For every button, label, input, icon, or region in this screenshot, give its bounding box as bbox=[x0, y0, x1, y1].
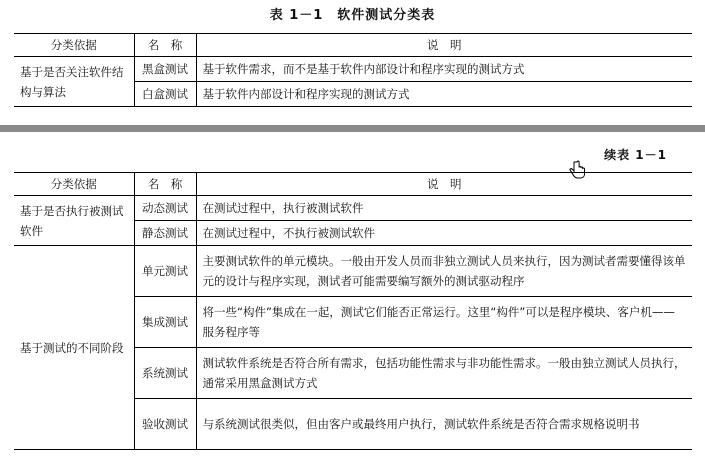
row-name: 动态测试 bbox=[134, 196, 196, 221]
header-desc: 说 明 bbox=[196, 173, 692, 196]
row-name: 静态测试 bbox=[134, 221, 196, 246]
row-desc: 主要测试软件的单元模块。一般由开发人员而非独立测试人员来执行，因为测试者需要懂得该单元的设计与程序实现，测试者可能需要编写额外的测试驱动程序 bbox=[196, 246, 692, 297]
header-name: 名 称 bbox=[134, 34, 196, 57]
row-name: 集成测试 bbox=[134, 297, 196, 348]
row-desc: 将一些“构件”集成在一起，测试它们能否正常运行。这里“构件”可以是程序模块、客户机——服务程序等 bbox=[196, 297, 692, 348]
continued-table-title: 续表 1－1 bbox=[604, 148, 667, 162]
group-basis: 基于测试的不同阶段 bbox=[14, 246, 134, 450]
software-test-table-continued bbox=[14, 172, 692, 450]
row-desc: 与系统测试很类似，但由客户或最终用户执行，测试软件系统是否符合需求规格说明书 bbox=[196, 399, 692, 450]
group-basis: 基于是否关注软件结构与算法 bbox=[20, 64, 124, 99]
header-basis: 分类依据 bbox=[14, 173, 134, 196]
row-name: 黑盒测试 bbox=[134, 57, 196, 82]
header-desc: 说 明 bbox=[196, 34, 692, 57]
row-name: 白盒测试 bbox=[134, 82, 196, 107]
group-basis: 基于是否执行被测试软件 bbox=[20, 203, 124, 238]
page-divider bbox=[0, 125, 705, 132]
software-test-table bbox=[14, 33, 692, 107]
row-name: 验收测试 bbox=[134, 399, 196, 450]
header-basis: 分类依据 bbox=[14, 34, 134, 57]
row-desc: 在测试过程中，不执行被测试软件 bbox=[196, 221, 692, 246]
table-title: 表 1－1 软件测试分类表 bbox=[269, 8, 436, 23]
row-name: 系统测试 bbox=[134, 348, 196, 399]
header-name: 名 称 bbox=[134, 173, 196, 196]
row-name: 单元测试 bbox=[134, 246, 196, 297]
row-desc: 测试软件系统是否符合所有需求，包括功能性需求与非功能性需求。一般由独立测试人员执行，通常采用黑盒测试方式 bbox=[196, 348, 692, 399]
row-desc: 基于软件需求，而不是基于软件内部设计和程序实现的测试方式 bbox=[196, 57, 692, 82]
row-desc: 基于软件内部设计和程序实现的测试方式 bbox=[196, 82, 692, 107]
row-desc: 在测试过程中，执行被测试软件 bbox=[196, 196, 692, 221]
